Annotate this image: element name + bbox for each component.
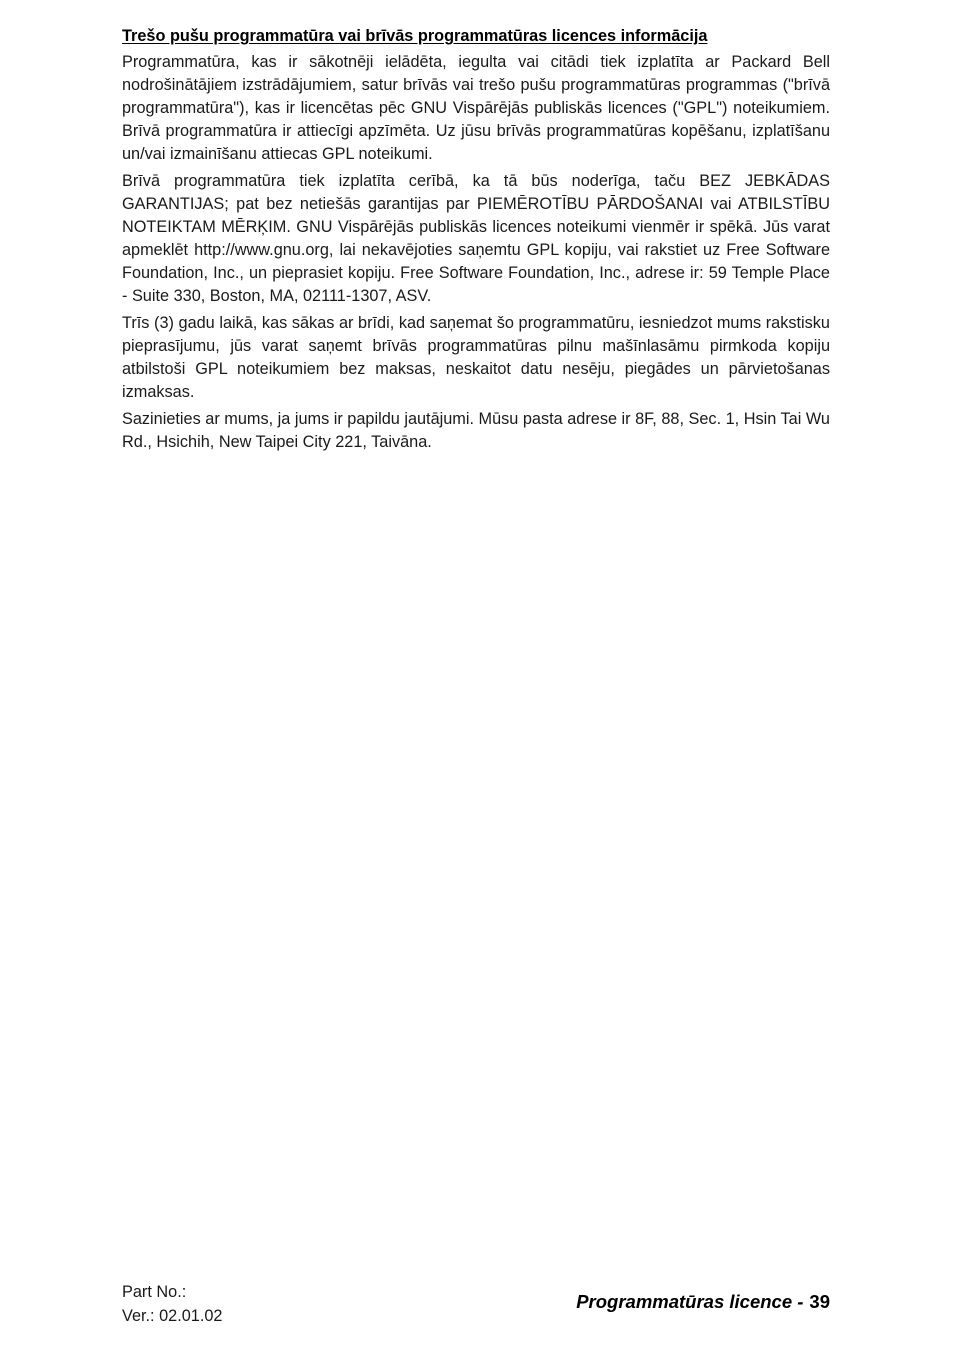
paragraph-contact: Sazinieties ar mums, ja jums ir papildu jautājumi. Mūsu pasta adrese ir 8F, 88, Sec. 1, Hsin Tai Wu Rd., Hsichih, New Taipei City 221, Taivāna.	[122, 410, 830, 451]
paragraph-gpl-intro: Programmatūra, kas ir sākotnēji ielādēta, iegulta vai citādi tiek izplatīta ar Packard Bell nodrošinātājiem izstrādājumiem, satur brīvās vai trešo pušu programmatūras programmas ("brīvā programmatūra"), kas ir licencētas pēc GNU Vispārējās publiskās licences ("GPL") noteikumiem. Brīvā programmatūra ir attiecīgi apzīmēta. Uz jūsu brīvās programmatūras kopēšanu, izplatīšanu un/vai izmainīšanu attiecas GPL noteikumi.	[122, 53, 830, 163]
paragraph-source-offer: Trīs (3) gadu laikā, kas sākas ar brīdi, kad saņemat šo programmatūru, iesniedzot mums rakstisku pieprasījumu, jūs varat saņemt brīvās programmatūras pilnu mašīnlasāmu pirmkoda kopiju atbilstoši GPL noteikumiem bez maksas, neskaitot datu nesēju, piegādes un pārvietošanas izmaksas.	[122, 314, 830, 401]
footer-chapter-title: Programmatūras licence -	[576, 1291, 804, 1312]
paragraph-warranty: Brīvā programmatūra tiek izplatīta cerībā, ka tā būs noderīga, taču BEZ JEBKĀDAS GARANTIJAS; pat bez netiešās garantijas par PIEMĒROTĪBU PĀRDOŠANAI vai ATBILSTĪBU NOTEIKTAM MĒRĶIM. GNU Vispārējās publiskās licences noteikumi vienmēr ir spēkā. Jūs varat apmeklēt http://www.gnu.org, lai nekavējoties saņemtu GPL kopiju, vai rakstiet uz Free Software Foundation, Inc., un pieprasiet kopiju. Free Software Foundation, Inc., adrese ir: 59 Temple Place - Suite 330, Boston, MA, 02111-1307, ASV.	[122, 172, 830, 305]
page-footer-title	[576, 1290, 830, 1314]
section-heading: Trešo pušu programmatūra vai brīvās programmatūras licences informācija	[122, 27, 708, 45]
part-number: Part No.:	[122, 1283, 187, 1301]
version: Ver.: 02.01.02	[122, 1306, 223, 1325]
footer-info	[122, 1281, 223, 1328]
document-body	[122, 25, 830, 458]
page-number: 39	[809, 1291, 830, 1312]
